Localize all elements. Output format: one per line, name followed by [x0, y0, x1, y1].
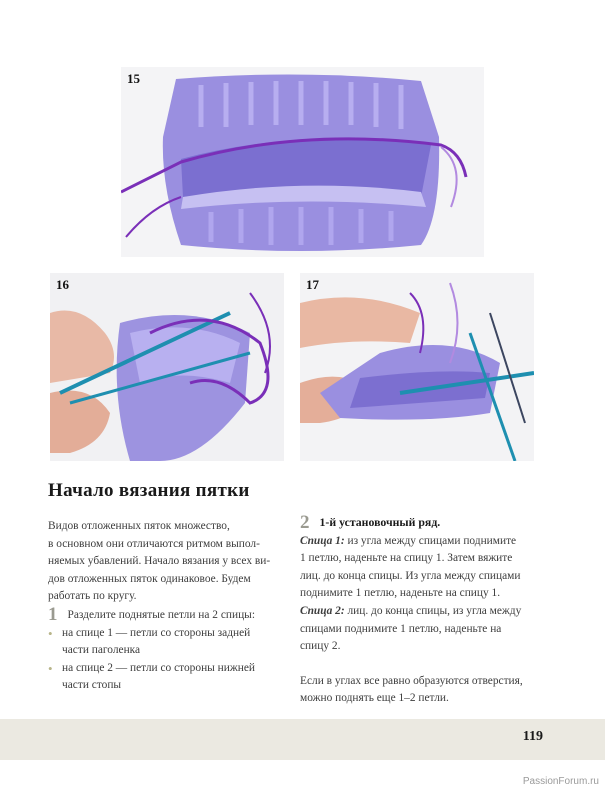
section-heading: Начало вязания пятки	[48, 480, 250, 501]
text-line: лиц. до конца спицы, из угла между	[344, 604, 522, 617]
bullet-dot-icon: •	[48, 625, 53, 641]
bullet-needle-1	[48, 625, 288, 643]
intro-line: работать по кругу.	[48, 590, 137, 603]
bullet-needle-2	[48, 660, 288, 678]
needle-label: Спица 2:	[300, 604, 345, 617]
text-line: поднимите 1 петлю, наденьте на спицу 1.	[300, 587, 501, 600]
photo-heel-stitches	[121, 67, 484, 257]
page-number: 119	[522, 729, 543, 744]
photo-number: 16	[56, 277, 69, 292]
step-number: 2	[300, 512, 310, 533]
text-line: спицу 2.	[300, 640, 341, 653]
text-line: спицами поднимите 1 петлю, наденьте на	[300, 622, 502, 635]
photo-dividing-stitches	[50, 273, 284, 461]
bullet-line: части паголенка	[62, 644, 141, 657]
photo-number: 15	[127, 71, 140, 86]
right-column	[300, 514, 562, 708]
note-line: можно поднять еще 1–2 петли.	[300, 692, 449, 705]
intro-line: Видов отложенных пяток множество,	[48, 520, 230, 532]
step-text: Разделите поднятые петли на 2 спицы:	[67, 608, 255, 621]
intro-line: дов отложенных пяток одинаковое. Будем	[48, 572, 251, 585]
text-line: лиц. до конца спицы. Из угла между спицами	[300, 569, 521, 582]
spacer	[300, 656, 562, 673]
footer-bar	[0, 719, 605, 760]
photo-first-setup-row	[300, 273, 534, 461]
hands-needles-illustration	[300, 273, 534, 461]
left-column	[48, 518, 288, 695]
hands-knitting-illustration	[50, 273, 284, 461]
step-title: 1-й установочный ряд.	[319, 515, 441, 529]
knitted-heel-illustration	[121, 67, 484, 257]
step-2-header	[300, 514, 562, 533]
needle-2-line	[300, 603, 562, 621]
needle-label: Спица 1:	[300, 534, 345, 547]
intro-paragraph	[48, 518, 288, 606]
bullet-line: на спице 2 — петли со стороны нижней	[62, 661, 255, 674]
intro-line: в основном они отличаются ритмом выпол-	[48, 537, 260, 550]
step-1	[48, 603, 288, 625]
needle-1-line	[300, 533, 562, 551]
watermark: PassionForum.ru	[522, 776, 599, 787]
step-number: 1	[48, 603, 58, 625]
photo-number: 17	[306, 277, 319, 292]
note-line: Если в углах все равно образуются отверстия,	[300, 674, 523, 687]
bullet-line: части стопы	[62, 679, 122, 692]
intro-line: няемых убавлений. Начало вязания у всех ви-	[48, 555, 271, 568]
bullet-dot-icon: •	[48, 660, 53, 676]
text-line: 1 петлю, наденьте на спицу 1. Затем вяжите	[300, 552, 513, 565]
text-line: из угла между спицами поднимите	[344, 534, 517, 547]
bullet-line: на спице 1 — петли со стороны задней	[62, 626, 251, 639]
